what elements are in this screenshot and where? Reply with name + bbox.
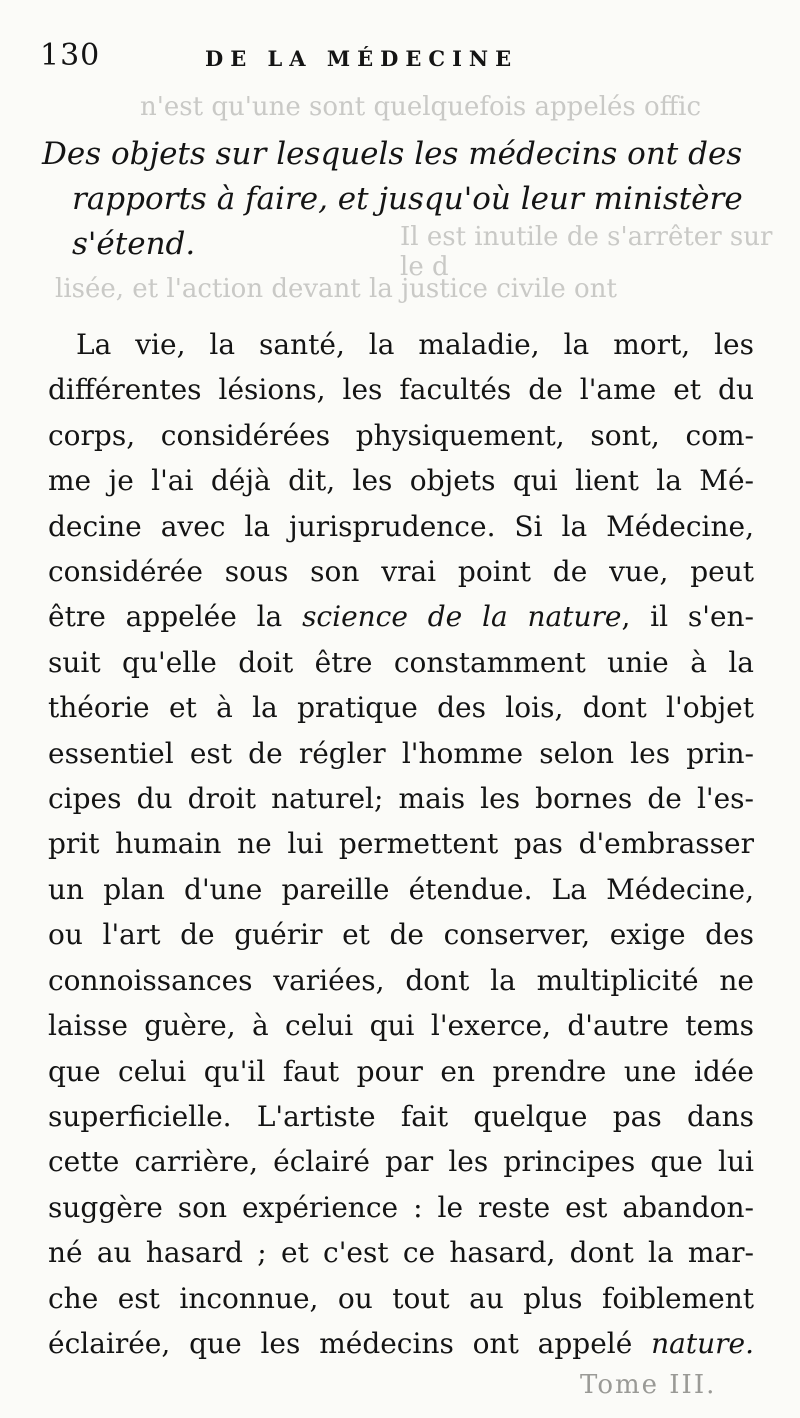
catchword: Tome III. [580, 1370, 717, 1400]
text-line: cette carrière, éclairé par les principes que lui [48, 1145, 754, 1179]
text-line: che est inconnue, ou tout au plus foiblement [48, 1281, 754, 1315]
show-through-text: lisée, et l'action devant la justice civile ont [55, 274, 617, 304]
text-line: suggère son expérience : le reste est abandon- [48, 1190, 754, 1224]
text-line: La vie, la santé, la maladie, la mort, les [76, 328, 754, 361]
text-line: essentiel est de régler l'homme selon les prin- [48, 736, 754, 770]
text-line: que celui qu'il faut pour en prendre une idée [48, 1054, 754, 1088]
text-line: cipes du droit naturel; mais les bornes de l'es- [48, 782, 754, 816]
text-line: né au hasard ; et c'est ce hasard, dont la mar- [48, 1236, 754, 1270]
text-line: considérée sous son vrai point de vue, peut [48, 555, 754, 589]
text-line: corps, considérées physiquement, sont, com- [48, 418, 754, 452]
running-title: DE LA MÉDECINE [205, 46, 519, 71]
text-run: éclairée, que les médecins ont appelé [48, 1326, 633, 1360]
text-line: decine avec la jurisprudence. Si la Médecine, [48, 509, 754, 543]
show-through-text: n'est qu'une sont quelquefois appelés offic [140, 92, 702, 122]
page-number: 130 [40, 38, 101, 73]
heading-line: Des objets sur lesquels les médecins ont des [42, 136, 743, 172]
italic-phrase: science de la nature [302, 600, 622, 634]
section-heading [42, 132, 754, 267]
text-line [48, 1321, 754, 1366]
heading-line: rapports à faire, et jusqu'où leur ministère [72, 181, 743, 217]
italic-phrase: nature. [651, 1326, 755, 1360]
text-line: laisse guère, à celui qui l'exerce, d'autre tems [48, 1009, 754, 1043]
heading-line: s'étend. [72, 226, 196, 262]
body-paragraph [48, 322, 754, 1366]
text-line: ou l'art de guérir et de conserver, exige des [48, 918, 754, 952]
text-line: superficielle. L'artiste fait quelque pas dans [48, 1099, 754, 1133]
text-line: me je l'ai déjà dit, les objets qui lient la Mé- [48, 464, 754, 498]
text-line: prit humain ne lui permettent pas d'embrasser [48, 827, 754, 861]
text-line: théorie et à la pratique des lois, dont l'objet [48, 691, 754, 725]
text-line: connoissances variées, dont la multiplicité ne [48, 963, 754, 997]
text-line [48, 594, 754, 639]
running-header [40, 38, 760, 78]
text-line: un plan d'une pareille étendue. La Médecine, [48, 872, 754, 906]
text-line: suit qu'elle doit être constamment unie à la [48, 645, 754, 679]
text-run: , il s'en- [621, 600, 755, 634]
text-run: être appelée la [48, 600, 283, 634]
text-line: différentes lésions, les facultés de l'ame et du [48, 373, 754, 407]
show-through-text: Il est inutile de s'arrêter sur le d [400, 222, 773, 282]
